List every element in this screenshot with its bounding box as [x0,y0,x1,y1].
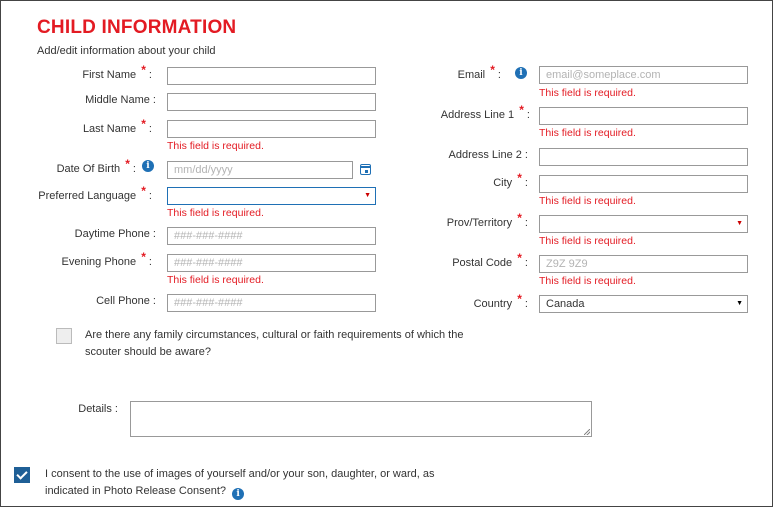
consent-info-icon[interactable]: i [232,488,244,500]
city-error: This field is required. [539,195,636,207]
postal-code-error: This field is required. [539,275,636,287]
language-error: This field is required. [167,207,264,219]
postal-code-label: Postal Code * : [452,251,528,269]
consent-checkbox[interactable] [14,467,30,483]
postal-code-input[interactable]: Z9Z 9Z9 [539,255,748,273]
cell-phone-label: Cell Phone : [96,295,156,307]
page-title: CHILD INFORMATION [37,17,237,38]
first-name-label: First Name * : [82,63,152,81]
dob-label: Date Of Birth * : [56,157,136,175]
language-select[interactable] [167,187,376,205]
province-label: Prov/Territory * : [446,211,528,229]
dob-input[interactable]: mm/dd/yyyy [167,161,353,179]
country-label: Country * : [473,292,528,310]
first-name-input[interactable] [167,67,376,85]
consent-text: I consent to the use of images of yourself and/or your son, daughter, or ward, as indicated in Photo Release Consent? i [45,468,435,499]
address1-input[interactable] [539,107,748,125]
email-info-icon[interactable]: i [515,67,527,79]
city-label: City * : [493,171,528,189]
circumstances-checkbox[interactable] [56,328,72,344]
evening-phone-input[interactable]: ###-###-#### [167,254,376,272]
daytime-phone-label: Daytime Phone : [74,228,156,240]
province-select[interactable] [539,215,748,233]
daytime-phone-input[interactable]: ###-###-#### [167,227,376,245]
middle-name-label: Middle Name : [85,94,156,106]
details-label: Details : [78,403,118,415]
address2-input[interactable] [539,148,748,166]
address2-label: Address Line 2 : [448,149,528,161]
evening-phone-error: This field is required. [167,274,264,286]
last-name-label: Last Name * : [82,117,152,135]
country-select[interactable] [539,295,748,313]
middle-name-input[interactable] [167,93,376,111]
country-value: Canada [546,298,585,310]
chevron-down-icon: ▼ [736,300,743,307]
cell-phone-input[interactable]: ###-###-#### [167,294,376,312]
email-input[interactable]: email@someplace.com [539,66,748,84]
address1-error: This field is required. [539,127,636,139]
address1-label: Address Line 1 * : [440,103,530,121]
language-label: Preferred Language * : [38,184,152,202]
chevron-down-icon: ▼ [736,220,743,227]
circumstances-text: Are there any family circumstances, cultural or faith requirements of which the scouter should be aware? [85,329,464,358]
details-textarea[interactable] [130,401,592,437]
chevron-down-icon: ▼ [364,192,371,199]
page-subtitle: Add/edit information about your child [37,45,216,57]
evening-phone-label: Evening Phone * : [61,250,152,268]
last-name-input[interactable] [167,120,376,138]
resize-grip-icon[interactable] [584,429,590,435]
email-error: This field is required. [539,87,636,99]
email-label: Email * : [457,63,501,81]
province-error: This field is required. [539,235,636,247]
city-input[interactable] [539,175,748,193]
last-name-error: This field is required. [167,140,264,152]
calendar-icon[interactable] [360,164,371,175]
dob-info-icon[interactable]: i [142,160,154,172]
